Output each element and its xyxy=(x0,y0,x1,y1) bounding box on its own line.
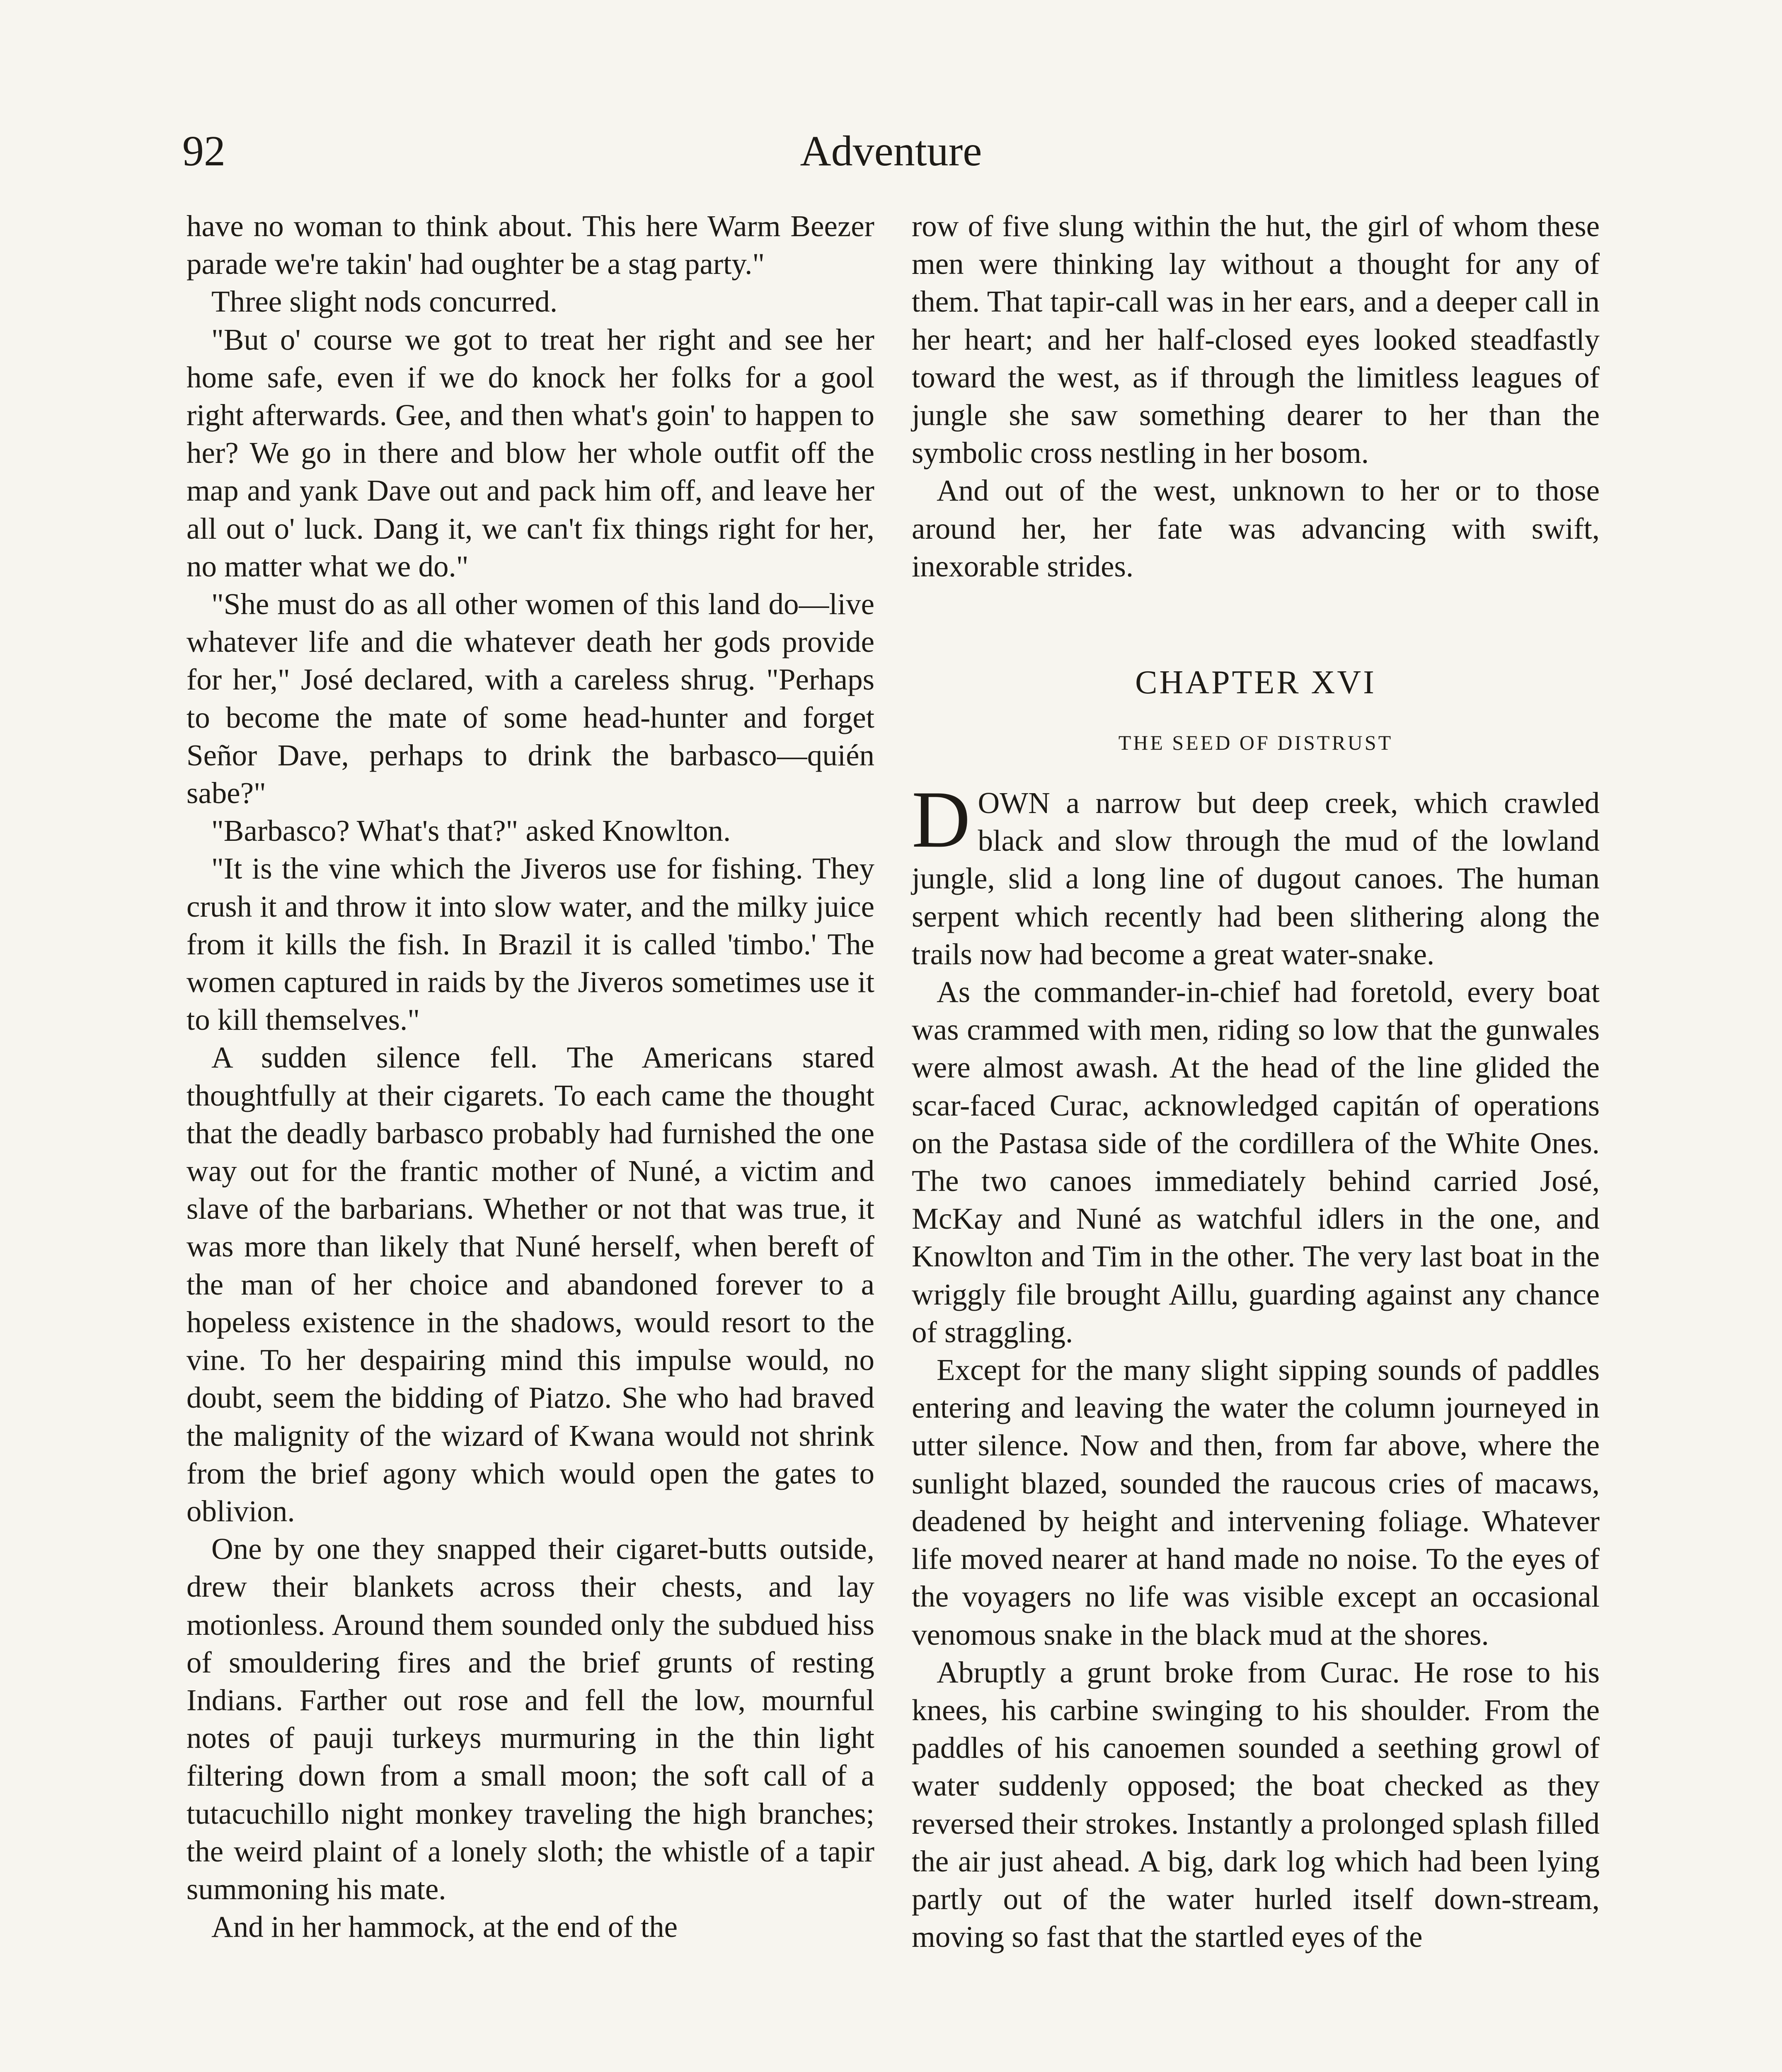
drop-cap: D xyxy=(912,775,971,865)
paragraph: "But o' course we got to treat her right and see her home safe, even if we do knock her folks for a gool right afterwards. Gee, and then what's goin' to happen to her? We go in there and blow her whole outfit off the map and yank Dave out and pack him off, and leave her all out o' luck. Dang it, we can't fix things right for her, no matter what we do." xyxy=(186,322,874,583)
paragraph: Abruptly a grunt broke from Curac. He rose to his knees, his carbine swinging to his shoulder. From the paddles of his canoemen sounded a seething growl of water suddenly opposed; the boat checked as they reversed their strokes. Instantly a prolonged splash filled the air just ahead. A big, dark log which had been lying partly out of the water hurled itself down-stream, moving so fast that the startled eyes of the xyxy=(912,1655,1600,1954)
paragraph: One by one they snapped their cigaret-butts outside, drew their blankets across their chests, and lay motionless. Around them sounded only the subdued hiss of smouldering fires and the brief grunts of resting Indians. Farther out rose and fell the low, mournful notes of pauji turkeys murmuring in the thin light filtering down from a small moon; the soft call of a tutacuchillo night monkey traveling the high branches; the weird plaint of a lonely sloth; the whistle of a tapir summoning his mate. xyxy=(186,1532,874,1906)
chapter-heading: CHAPTER XVI xyxy=(1135,664,1376,701)
paragraph: have no woman to think about. This here Warm Beezer parade we're takin' had oughter be a stag party." xyxy=(186,209,874,281)
paragraph: And in her hammock, at the end of the xyxy=(211,1910,678,1944)
paragraph: row of five slung within the hut, the girl of whom these men were thinking lay without a thought for any of them. That tapir-call was in her ears, and a deeper call in her heart; and her half-closed eyes looked steadfastly toward the west, as if through the limitless leagues of jungle she saw something dearer to her than the symbolic cross nestling in her bosom. xyxy=(912,209,1600,470)
paragraph: A sudden silence fell. The Americans stared thoughtfully at their cigarets. To each came the thought that the deadly barbasco probably had furnished the one way out for the frantic mother of Nuné, a victim and slave of the barbarians. Whether or not that was true, it was more than likely that Nuné herself, when bereft of the man of her choice and abandoned forever to a hopeless existence in the shadows, would resort to the vine. To her despairing mind this impulse would, no doubt, seem the bidding of Piatzo. She who had braved the malignity of the wizard of Kwana would not shrink from the brief agony which would open the gates to oblivion. xyxy=(186,1041,874,1528)
paragraph: As the commander-in-chief had foretold, every boat was crammed with men, riding so low that the gunwales were almost awash. At the head of the line glided the scar-faced Curac, acknowledged capitán of operations on the Pastasa side of the cordillera of the White Ones. The two canoes immediately behind carried José, McKay and Nuné as watchful idlers in the one, and Knowlton and Tim in the other. The very last boat in the wriggly file brought Aillu, guarding against any chance of straggling. xyxy=(912,975,1600,1349)
chapter-subtitle: THE SEED OF DISTRUST xyxy=(1118,731,1393,755)
paragraph: "Barbasco? What's that?" asked Knowlton. xyxy=(211,814,731,848)
page-number: 92 xyxy=(182,127,225,175)
right-column xyxy=(912,207,1600,1956)
paragraph: Except for the many slight sipping sounds of paddles entering and leaving the water the column journeyed in utter silence. Now and then, from far above, where the sunlight blazed, sounded the raucous cries of macaws, deadened by height and intervening foliage. Whatever life moved nearer at hand made no noise. To the eyes of the voyagers no life was visible except an occasional venomous snake in the black mud at the shores. xyxy=(912,1353,1600,1651)
paragraph: And out of the west, unknown to her or to those around her, her fate was advancing with swift, inexorable strides. xyxy=(912,474,1600,583)
paragraph: Three slight nods concurred. xyxy=(211,285,558,319)
opening-text: OWN a narrow but deep creek, which crawled black and slow through the mud of the lowland jungle, slid a long line of dugout canoes. The human serpent which recently had been slithering along the trails now had become a great water-snake. xyxy=(912,786,1600,971)
paragraph: "She must do as all other women of this land do—live whatever life and die whatever death her gods provide for her," José declared, with a careless shrug. "Perhaps to become the mate of some head-hunter and forget Señor Dave, perhaps to drink the barbasco—quién sabe?" xyxy=(186,587,874,810)
running-head xyxy=(182,124,1600,178)
left-column xyxy=(186,207,874,1946)
paragraph: "It is the vine which the Jiveros use for fishing. They crush it and throw it into slow water, and the milky juice from it kills the fish. In Brazil it is called 'timbo.' The women captured in raids by the Jiveros sometimes use it to kill themselves." xyxy=(186,852,874,1037)
chapter-opening-paragraph xyxy=(912,775,1600,973)
running-title: Adventure xyxy=(800,127,982,175)
